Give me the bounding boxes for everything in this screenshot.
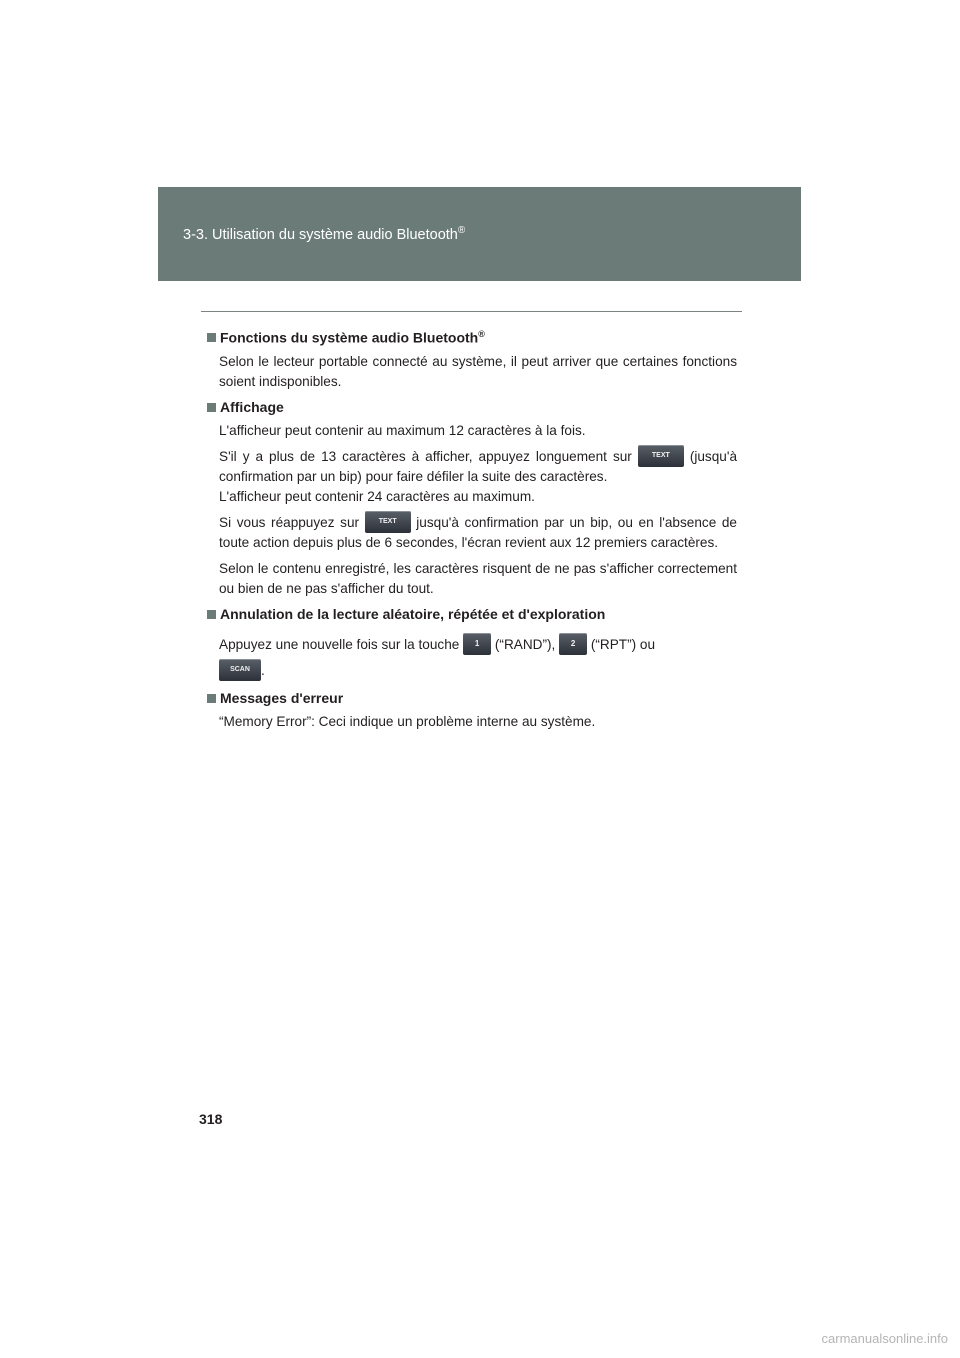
header-rule — [201, 311, 742, 312]
paragraph: Appuyez une nouvelle fois sur la touche 1 (“RAND”), 2 (“RPT”) ou SCAN . — [219, 632, 737, 684]
section-title: 3-3. Utilisation du système audio Bluetooth® — [183, 225, 466, 243]
preset-1-button-icon: 1 — [463, 633, 491, 655]
header-band — [158, 187, 801, 281]
paragraph: S'il y a plus de 13 caractères à afficher, appuyez longuement sur TEXT (jusqu'à confirmation par un bip) pour faire défiler la suite des caractères. L'afficheur peut contenir 24 caractères au maximum. — [219, 447, 737, 507]
watermark: carmanualsonline.info — [821, 1331, 948, 1346]
paragraph: L'afficheur peut contenir au maximum 12 caractères à la fois. — [219, 422, 586, 438]
heading-error-messages: Messages d'erreur — [207, 690, 737, 706]
square-bullet-icon — [207, 694, 216, 703]
text-button-icon: TEXT — [638, 445, 684, 467]
text-button-icon: TEXT — [365, 511, 411, 533]
page-number: 318 — [199, 1111, 223, 1127]
heading-cancel-random-repeat-scan: Annulation de la lecture aléatoire, répétée et d'exploration — [207, 606, 737, 622]
paragraph: Selon le lecteur portable connecté au système, il peut arriver que certaines fonctions soient indisponibles. — [219, 353, 737, 389]
paragraph: Si vous réappuyez sur TEXT jusqu'à confirmation par un bip, ou en l'absence de toute action depuis plus de 6 secondes, l'écran revient aux 12 premiers caractères. — [219, 513, 737, 553]
heading-bluetooth-functions: Fonctions du système audio Bluetooth® — [207, 329, 737, 346]
scan-button-icon: SCAN — [219, 659, 261, 681]
heading-display: Affichage — [207, 399, 737, 415]
page-content — [207, 325, 737, 732]
square-bullet-icon — [207, 610, 216, 619]
square-bullet-icon — [207, 403, 216, 412]
paragraph: “Memory Error”: Ceci indique un problème interne au système. — [219, 713, 596, 729]
preset-2-button-icon: 2 — [559, 633, 587, 655]
registered-mark: ® — [457, 225, 466, 236]
paragraph: Selon le contenu enregistré, les caractères risquent de ne pas s'afficher correctement ou bien de ne pas s'afficher du tout. — [219, 560, 737, 596]
square-bullet-icon — [207, 333, 216, 342]
